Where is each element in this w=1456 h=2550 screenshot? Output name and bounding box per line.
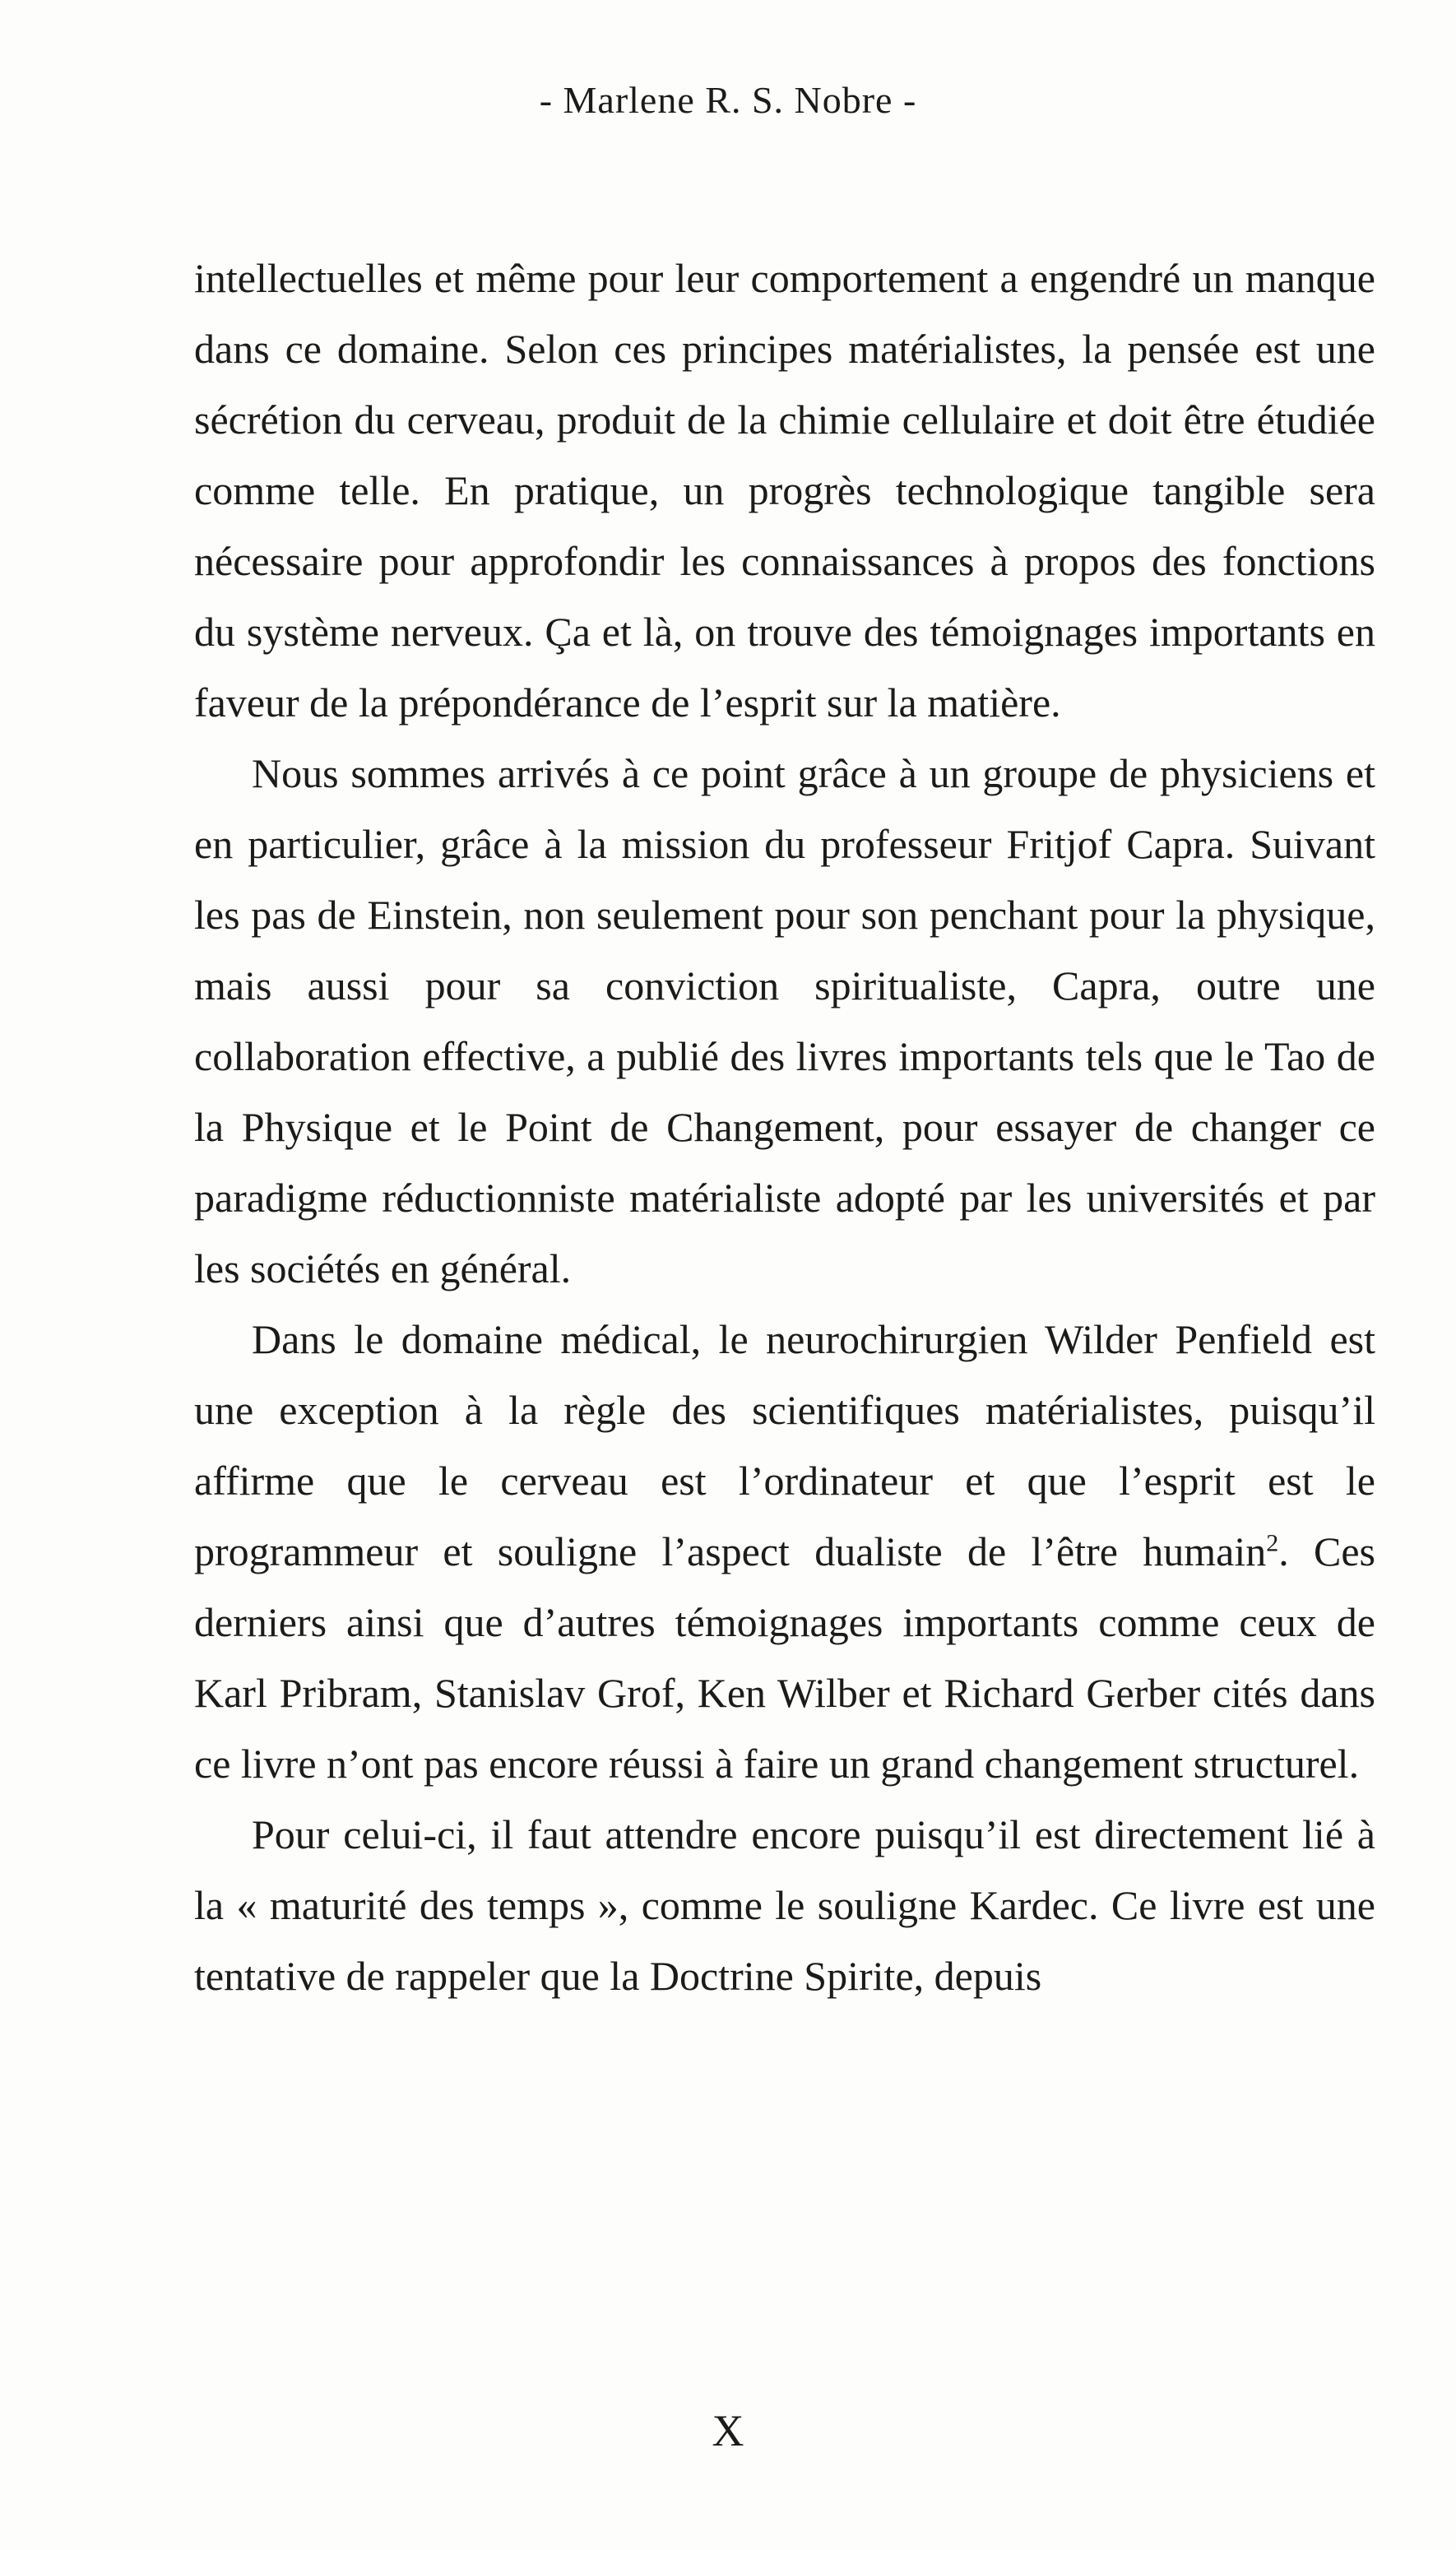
paragraph-3-text: Dans le domaine médical, le neurochirurgien Wilder Penfield est une exception à la règle des scientifiques matérialistes, puisqu’il affirme que le cerveau est l’ordinateur et que l’esprit est le programmeur et souligne l’aspect dualiste de l’être humain [194,1316,1375,1574]
paragraph-3-tail: . Ces derniers ainsi que d’autres témoignages importants comme ceux de Karl Pribram, Stanislav Grof, Ken Wilber et Richard Gerber cités dans ce livre n’ont pas encore réussi à faire un grand changement structurel. [194,1528,1375,1787]
body-text [194,243,1375,2011]
paragraph-2: Nous sommes arrivés à ce point grâce à un groupe de physiciens et en particulier, grâce à la mission du professeur Fritjof Capra. Suivant les pas de Einstein, non seulement pour son penchant pour la physique, mais aussi pour sa conviction spiritualiste, Capra, outre une collaboration effective, a publié des livres importants tels que le Tao de la Physique et le Point de Changement, pour essayer de changer ce paradigme réductionniste matérialiste adopté par les universités et par les sociétés en général. [194,750,1375,1291]
paragraph-4: Pour celui-ci, il faut attendre encore puisqu’il est directement lié à la « maturité des temps », comme le souligne Kardec. Ce livre est une tentative de rappeler que la Doctrine Spirite, depuis [194,1811,1375,1999]
paragraph-1: intellectuelles et même pour leur comportement a engendré un manque dans ce domaine. Selon ces principes matérialistes, la pensée est une sécrétion du cerveau, produit de la chimie cellulaire et doit être étudiée comme telle. En pratique, un progrès technologique tangible sera nécessaire pour approfondir les connaissances à propos des fonctions du système nerveux. Ça et là, on trouve des témoignages importants en faveur de la prépondérance de l’esprit sur la matière. [194,255,1375,726]
running-header: - Marlene R. S. Nobre - [539,79,917,121]
footnote-reference[interactable]: 2 [1266,1529,1279,1557]
paragraph-3 [194,1304,1375,1799]
page-number: X [712,2406,744,2455]
